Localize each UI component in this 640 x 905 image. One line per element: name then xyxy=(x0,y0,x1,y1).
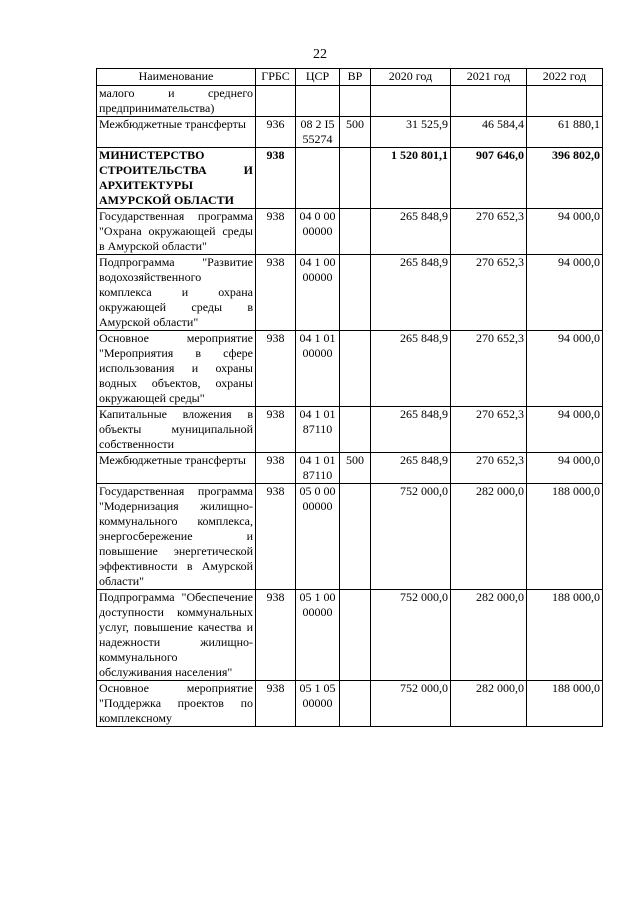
cell-grbs: 938 xyxy=(256,453,296,484)
cell-csr: 08 2 I5 55274 xyxy=(296,117,340,148)
cell-name: Межбюджетные трансферты xyxy=(97,453,256,484)
cell-2022: 188 000,0 xyxy=(527,484,603,590)
cell-2022: 94 000,0 xyxy=(527,255,603,331)
cell-grbs: 938 xyxy=(256,331,296,407)
cell-name: Государственная программа "Модернизация жилищно-коммунального комплекса, энергосбережение и повышение энергетической эффективности в Амурской области" xyxy=(97,484,256,590)
cell-2021: 270 652,3 xyxy=(451,331,527,407)
cell-vr xyxy=(340,407,371,453)
cell-2020: 1 520 801,1 xyxy=(371,148,451,209)
cell-name: Капитальные вложения в объекты муниципальной собственности xyxy=(97,407,256,453)
cell-csr: 04 1 01 00000 xyxy=(296,331,340,407)
cell-grbs: 938 xyxy=(256,681,296,727)
header-vr: ВР xyxy=(340,69,371,86)
cell-vr xyxy=(340,209,371,255)
cell-name: Подпрограмма "Развитие водохозяйственного комплекса и охрана окружающей среды в Амурской области" xyxy=(97,255,256,331)
cell-grbs: 938 xyxy=(256,484,296,590)
cell-2022: 94 000,0 xyxy=(527,209,603,255)
cell-name: Основное мероприятие "Поддержка проектов по комплексному xyxy=(97,681,256,727)
cell-vr xyxy=(340,148,371,209)
page-number: 22 xyxy=(313,47,327,62)
cell-name: Государственная программа "Охрана окружающей среды в Амурской области" xyxy=(97,209,256,255)
cell-vr: 500 xyxy=(340,453,371,484)
table-row xyxy=(97,255,603,331)
cell-2022: 61 880,1 xyxy=(527,117,603,148)
cell-2021 xyxy=(451,86,527,117)
cell-name: Межбюджетные трансферты xyxy=(97,117,256,148)
header-csr: ЦСР xyxy=(296,69,340,86)
cell-2022 xyxy=(527,86,603,117)
cell-grbs: 938 xyxy=(256,407,296,453)
budget-table xyxy=(96,68,603,727)
cell-vr: 500 xyxy=(340,117,371,148)
cell-2022: 94 000,0 xyxy=(527,331,603,407)
cell-2020: 265 848,9 xyxy=(371,255,451,331)
cell-csr: 05 1 05 00000 xyxy=(296,681,340,727)
cell-2022: 396 802,0 xyxy=(527,148,603,209)
cell-grbs: 938 xyxy=(256,148,296,209)
cell-grbs: 936 xyxy=(256,117,296,148)
cell-2020: 265 848,9 xyxy=(371,331,451,407)
table-row xyxy=(97,681,603,727)
cell-csr: 04 1 00 00000 xyxy=(296,255,340,331)
header-name: Наименование xyxy=(97,69,256,86)
cell-name: МИНИСТЕРСТВО СТРОИТЕЛЬСТВА И АРХИТЕКТУРЫ АМУРСКОЙ ОБЛАСТИ xyxy=(97,148,256,209)
cell-2022: 188 000,0 xyxy=(527,590,603,681)
cell-2020: 31 525,9 xyxy=(371,117,451,148)
cell-2021: 46 584,4 xyxy=(451,117,527,148)
cell-vr xyxy=(340,86,371,117)
cell-grbs: 938 xyxy=(256,209,296,255)
table-row xyxy=(97,209,603,255)
table-row xyxy=(97,484,603,590)
cell-2020: 265 848,9 xyxy=(371,453,451,484)
table-row xyxy=(97,331,603,407)
cell-name: Основное мероприятие "Мероприятия в сфере использования и охраны водных объектов, охраны окружающей среды" xyxy=(97,331,256,407)
cell-2020: 265 848,9 xyxy=(371,407,451,453)
cell-name: Подпрограмма "Обеспечение доступности коммунальных услуг, повышение качества и надежности жилищно-коммунального обслуживания населения" xyxy=(97,590,256,681)
cell-2021: 270 652,3 xyxy=(451,209,527,255)
cell-csr: 04 1 01 87110 xyxy=(296,407,340,453)
table-row xyxy=(97,453,603,484)
cell-csr: 04 1 01 87110 xyxy=(296,453,340,484)
cell-2020: 752 000,0 xyxy=(371,681,451,727)
cell-2021: 270 652,3 xyxy=(451,407,527,453)
cell-grbs xyxy=(256,86,296,117)
table-row xyxy=(97,148,603,209)
table-row xyxy=(97,86,603,117)
cell-2022: 94 000,0 xyxy=(527,453,603,484)
header-row xyxy=(97,69,603,86)
cell-csr: 04 0 00 00000 xyxy=(296,209,340,255)
cell-2022: 94 000,0 xyxy=(527,407,603,453)
cell-csr: 05 1 00 00000 xyxy=(296,590,340,681)
cell-vr xyxy=(340,255,371,331)
cell-2020: 752 000,0 xyxy=(371,484,451,590)
header-2022: 2022 год xyxy=(527,69,603,86)
cell-grbs: 938 xyxy=(256,255,296,331)
table-row xyxy=(97,590,603,681)
cell-2021: 282 000,0 xyxy=(451,484,527,590)
cell-2021: 907 646,0 xyxy=(451,148,527,209)
cell-2022: 188 000,0 xyxy=(527,681,603,727)
cell-csr: 05 0 00 00000 xyxy=(296,484,340,590)
cell-vr xyxy=(340,484,371,590)
header-2020: 2020 год xyxy=(371,69,451,86)
cell-2021: 270 652,3 xyxy=(451,453,527,484)
cell-2020: 265 848,9 xyxy=(371,209,451,255)
cell-2021: 282 000,0 xyxy=(451,681,527,727)
cell-vr xyxy=(340,331,371,407)
cell-2020 xyxy=(371,86,451,117)
cell-vr xyxy=(340,681,371,727)
table-row xyxy=(97,407,603,453)
cell-2021: 270 652,3 xyxy=(451,255,527,331)
cell-2021: 282 000,0 xyxy=(451,590,527,681)
table-row xyxy=(97,117,603,148)
header-grbs: ГРБС xyxy=(256,69,296,86)
cell-csr xyxy=(296,86,340,117)
cell-name: малого и среднего предпринимательства) xyxy=(97,86,256,117)
header-2021: 2021 год xyxy=(451,69,527,86)
cell-csr xyxy=(296,148,340,209)
cell-vr xyxy=(340,590,371,681)
cell-grbs: 938 xyxy=(256,590,296,681)
cell-2020: 752 000,0 xyxy=(371,590,451,681)
